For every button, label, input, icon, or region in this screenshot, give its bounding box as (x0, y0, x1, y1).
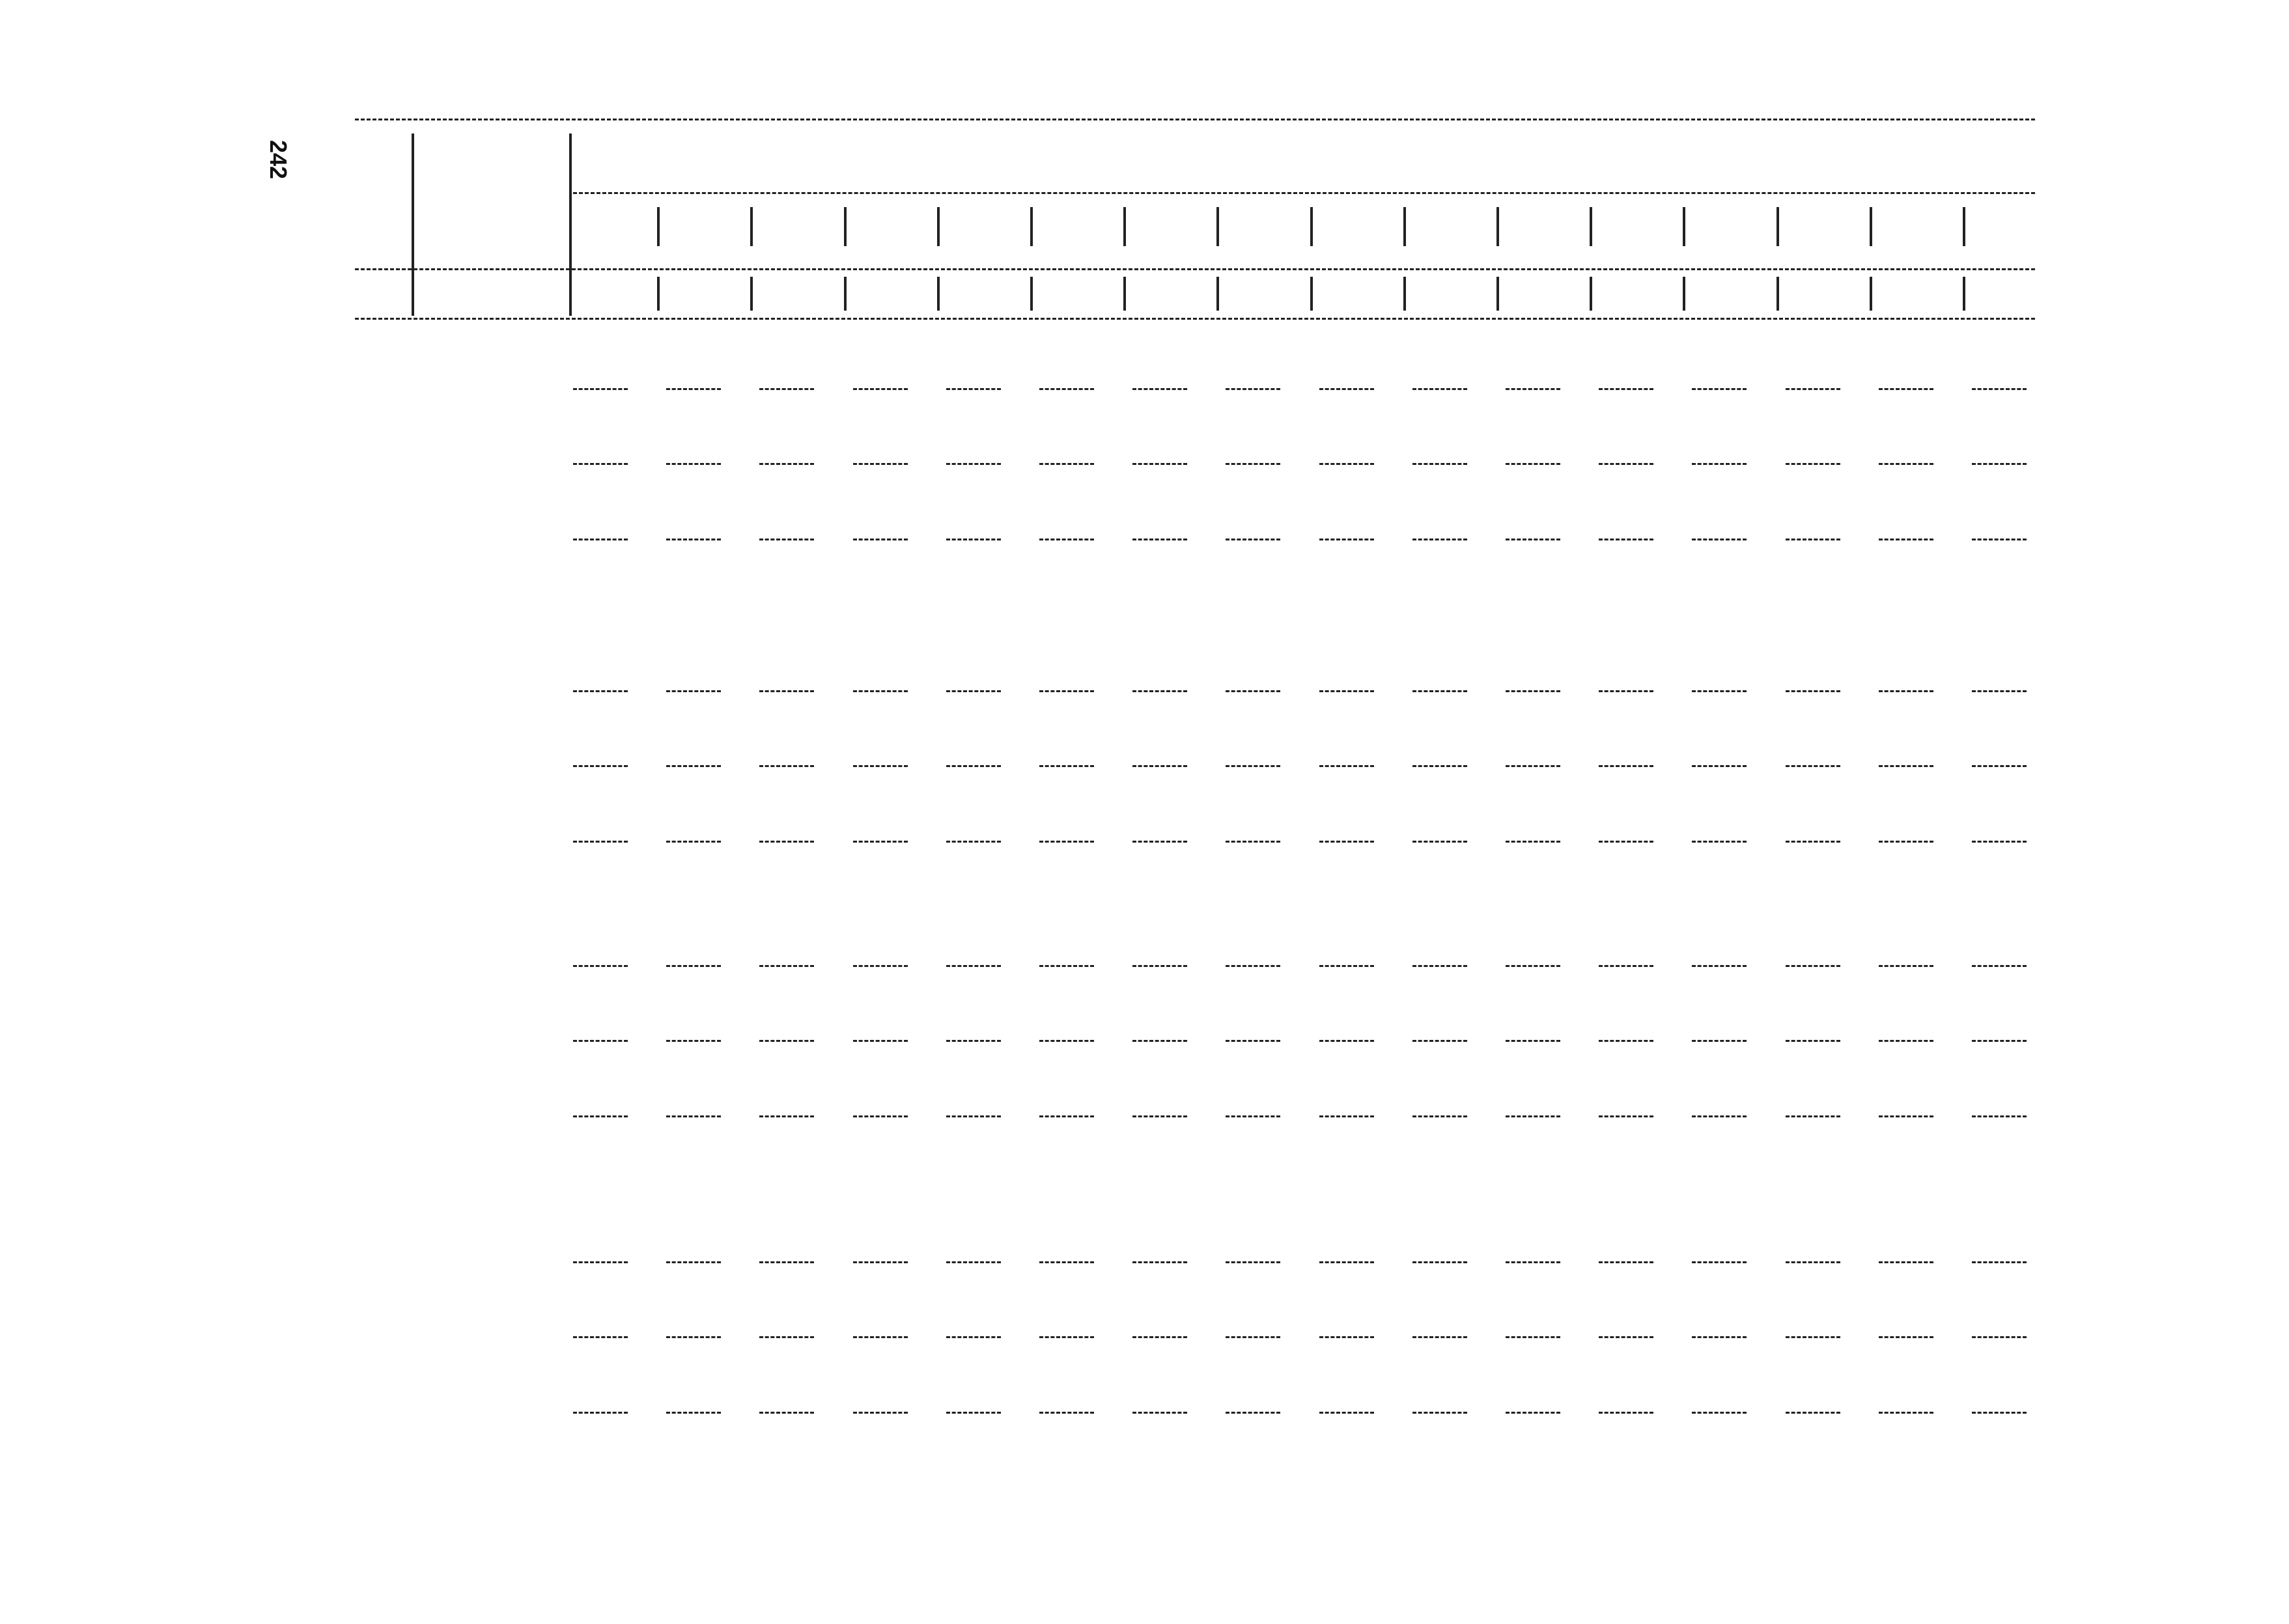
fraction-bar (573, 388, 628, 390)
column-separator (1123, 207, 1126, 246)
fraction-bar (1039, 539, 1094, 540)
fraction-bar (759, 1115, 814, 1117)
fraction-bar (1132, 539, 1187, 540)
fraction-bar (1319, 1261, 1374, 1263)
fraction-bar (1226, 388, 1280, 390)
fraction-bar (1786, 1261, 1840, 1263)
fraction-bar (946, 388, 1001, 390)
fraction-bar (1879, 1040, 1933, 1042)
column-separator (1216, 277, 1219, 311)
fraction-bar (1226, 1412, 1280, 1414)
fraction-bar (1786, 539, 1840, 540)
fraction-bar (1599, 388, 1653, 390)
fraction-bar (1599, 1115, 1653, 1117)
fraction-bar (1879, 1336, 1933, 1338)
fraction-bar (1506, 1115, 1560, 1117)
fraction-bar (1972, 1412, 2027, 1414)
fraction-bar (759, 765, 814, 767)
fraction-bar (946, 1261, 1001, 1263)
column-separator (937, 277, 940, 311)
column-separator (844, 207, 847, 246)
fraction-bar (946, 463, 1001, 465)
fraction-bar (1319, 539, 1374, 540)
fraction-bar (1786, 965, 1840, 967)
fraction-bar (666, 463, 721, 465)
fraction-bar (1412, 1115, 1467, 1117)
fraction-bar (946, 1040, 1001, 1042)
col-numbers-rule (355, 268, 2035, 270)
column-separator (1310, 277, 1313, 311)
fraction-bar (853, 765, 908, 767)
fraction-bar (853, 841, 908, 843)
fraction-bar (759, 1336, 814, 1338)
fraction-bar (1879, 1261, 1933, 1263)
fraction-bar (1226, 463, 1280, 465)
fraction-bar (1226, 965, 1280, 967)
fraction-bar (1506, 1336, 1560, 1338)
fraction-bar (1879, 841, 1933, 843)
fraction-bar (1039, 965, 1094, 967)
fraction-bar (1599, 690, 1653, 692)
fraction-bar (1412, 765, 1467, 767)
column-separator (1403, 277, 1406, 311)
fraction-bar (1879, 388, 1933, 390)
fraction-bar (666, 539, 721, 540)
fraction-bar (1506, 690, 1560, 692)
top-rule (355, 119, 2035, 120)
column-separator (1683, 207, 1685, 246)
fraction-bar (1786, 765, 1840, 767)
fraction-bar (1319, 388, 1374, 390)
fraction-bar (666, 1412, 721, 1414)
fraction-bar (1692, 1412, 1747, 1414)
fraction-bar (853, 1115, 908, 1117)
fraction-bar (1786, 1336, 1840, 1338)
fraction-bar (1692, 1115, 1747, 1117)
fraction-bar (1039, 388, 1094, 390)
fraction-bar (1132, 463, 1187, 465)
fraction-bar (1319, 1040, 1374, 1042)
fraction-bar (1692, 539, 1747, 540)
fraction-bar (1506, 463, 1560, 465)
fraction-bar (1972, 841, 2027, 843)
fraction-bar (1319, 690, 1374, 692)
fraction-bar (1506, 965, 1560, 967)
fraction-bar (1412, 463, 1467, 465)
fraction-bar (1039, 1412, 1094, 1414)
fraction-bar (1599, 1412, 1653, 1414)
fraction-bar (1319, 1336, 1374, 1338)
fraction-bar (946, 539, 1001, 540)
column-separator (569, 133, 572, 316)
fraction-bar (1599, 1261, 1653, 1263)
column-separator (1776, 277, 1779, 311)
fraction-bar (1039, 841, 1094, 843)
fraction-bar (759, 841, 814, 843)
fraction-bar (1412, 965, 1467, 967)
fraction-bar (1786, 1040, 1840, 1042)
fraction-bar (1692, 388, 1747, 390)
fraction-bar (1226, 841, 1280, 843)
fraction-bar (1506, 765, 1560, 767)
column-separator (1683, 277, 1685, 311)
fraction-bar (573, 1115, 628, 1117)
fraction-bar (1972, 690, 2027, 692)
fraction-bar (1039, 1261, 1094, 1263)
fraction-bar (853, 965, 908, 967)
fraction-bar (1506, 1261, 1560, 1263)
fraction-bar (853, 1412, 908, 1414)
fraction-bar (666, 690, 721, 692)
fraction-bar (1692, 1336, 1747, 1338)
fraction-bar (1972, 1336, 2027, 1338)
fraction-bar (573, 765, 628, 767)
fraction-bar (1132, 388, 1187, 390)
fraction-bar (1786, 690, 1840, 692)
fraction-bar (1599, 539, 1653, 540)
fraction-bar (1599, 463, 1653, 465)
fraction-bar (1599, 1336, 1653, 1338)
page-number: 242 (265, 140, 292, 180)
fraction-bar (1879, 463, 1933, 465)
fraction-bar (853, 463, 908, 465)
fraction-bar (1132, 965, 1187, 967)
fraction-bar (1692, 965, 1747, 967)
fraction-bar (1692, 690, 1747, 692)
fraction-bar (759, 1040, 814, 1042)
fraction-bar (666, 965, 721, 967)
fraction-bar (1879, 539, 1933, 540)
fraction-bar (1132, 1115, 1187, 1117)
fraction-bar (1786, 1115, 1840, 1117)
fraction-bar (1412, 1336, 1467, 1338)
column-separator (1496, 207, 1499, 246)
fraction-bar (1972, 1040, 2027, 1042)
fraction-bar (946, 965, 1001, 967)
fraction-bar (759, 539, 814, 540)
fraction-bar (1972, 539, 2027, 540)
column-separator (1123, 277, 1126, 311)
fraction-bar (1506, 1412, 1560, 1414)
fraction-bar (853, 1261, 908, 1263)
fraction-bar (1132, 841, 1187, 843)
fraction-bar (1972, 765, 2027, 767)
fraction-bar (853, 1040, 908, 1042)
fraction-bar (1132, 765, 1187, 767)
fraction-bar (1506, 388, 1560, 390)
column-separator (1590, 277, 1592, 311)
column-separator (1963, 277, 1965, 311)
fraction-bar (1786, 388, 1840, 390)
column-separator (657, 277, 660, 311)
fraction-bar (666, 1115, 721, 1117)
fraction-bar (1786, 1412, 1840, 1414)
fraction-bar (666, 1261, 721, 1263)
fraction-bar (1879, 965, 1933, 967)
fraction-bar (573, 1412, 628, 1414)
fraction-bar (1132, 690, 1187, 692)
fraction-bar (573, 539, 628, 540)
fraction-bar (759, 690, 814, 692)
column-separator (750, 207, 753, 246)
fraction-bar (1506, 841, 1560, 843)
fraction-bar (1412, 841, 1467, 843)
fraction-bar (1879, 1115, 1933, 1117)
fraction-bar (1226, 1040, 1280, 1042)
fraction-bar (946, 690, 1001, 692)
fraction-bar (1972, 388, 2027, 390)
fraction-bar (1972, 1115, 2027, 1117)
fraction-bar (853, 388, 908, 390)
fraction-bar (853, 1336, 908, 1338)
fraction-bar (1132, 1040, 1187, 1042)
fraction-bar (666, 765, 721, 767)
fraction-bar (1972, 1261, 2027, 1263)
fraction-bar (1692, 1040, 1747, 1042)
fraction-bar (1226, 539, 1280, 540)
fraction-bar (573, 463, 628, 465)
fraction-bar (1599, 841, 1653, 843)
fraction-bar (573, 1040, 628, 1042)
fraction-bar (1319, 765, 1374, 767)
fraction-bar (946, 1115, 1001, 1117)
fraction-bar (1599, 765, 1653, 767)
column-separator (1776, 207, 1779, 246)
fraction-bar (1319, 1412, 1374, 1414)
fraction-bar (1226, 1261, 1280, 1263)
fraction-bar (1226, 690, 1280, 692)
fraction-bar (946, 841, 1001, 843)
fraction-bar (946, 765, 1001, 767)
fraction-bar (1412, 1261, 1467, 1263)
fraction-bar (1879, 765, 1933, 767)
fraction-bar (1039, 463, 1094, 465)
fraction-bar (1879, 690, 1933, 692)
fraction-bar (1786, 463, 1840, 465)
column-separator (412, 133, 414, 316)
column-separator (1590, 207, 1592, 246)
fraction-bar (946, 1412, 1001, 1414)
districts-rule (573, 192, 2035, 194)
fraction-bar (573, 1336, 628, 1338)
fraction-bar (1039, 765, 1094, 767)
fraction-bar (1039, 690, 1094, 692)
fraction-bar (1412, 1412, 1467, 1414)
fraction-bar (1039, 1336, 1094, 1338)
fraction-bar (1226, 765, 1280, 767)
fraction-bar (1599, 965, 1653, 967)
fraction-bar (1972, 965, 2027, 967)
fraction-bar (853, 539, 908, 540)
column-separator (1030, 277, 1033, 311)
fraction-bar (666, 388, 721, 390)
fraction-bar (759, 463, 814, 465)
fraction-bar (759, 965, 814, 967)
fraction-bar (666, 841, 721, 843)
column-separator (1216, 207, 1219, 246)
fraction-bar (1132, 1336, 1187, 1338)
fraction-bar (1226, 1336, 1280, 1338)
fraction-bar (573, 690, 628, 692)
fraction-bar (1412, 690, 1467, 692)
column-separator (1963, 207, 1965, 246)
fraction-bar (1506, 1040, 1560, 1042)
column-separator (1870, 207, 1872, 246)
header-bottom-rule (355, 318, 2035, 320)
column-separator (844, 277, 847, 311)
fraction-bar (759, 1261, 814, 1263)
fraction-bar (1692, 765, 1747, 767)
fraction-bar (1226, 1115, 1280, 1117)
fraction-bar (1039, 1115, 1094, 1117)
fraction-bar (666, 1040, 721, 1042)
fraction-bar (1132, 1261, 1187, 1263)
fraction-bar (1412, 539, 1467, 540)
fraction-bar (1972, 463, 2027, 465)
fraction-bar (759, 1412, 814, 1414)
fraction-bar (1692, 1261, 1747, 1263)
fraction-bar (1692, 841, 1747, 843)
column-separator (657, 207, 660, 246)
fraction-bar (1319, 841, 1374, 843)
fraction-bar (1599, 1040, 1653, 1042)
column-separator (1403, 207, 1406, 246)
fraction-bar (1506, 539, 1560, 540)
fraction-bar (1039, 1040, 1094, 1042)
fraction-bar (1879, 1412, 1933, 1414)
fraction-bar (853, 690, 908, 692)
fraction-bar (759, 388, 814, 390)
fraction-bar (1319, 1115, 1374, 1117)
fraction-bar (1786, 841, 1840, 843)
fraction-bar (1412, 1040, 1467, 1042)
fraction-bar (573, 965, 628, 967)
fraction-bar (1319, 965, 1374, 967)
column-separator (1030, 207, 1033, 246)
fraction-bar (946, 1336, 1001, 1338)
column-separator (937, 207, 940, 246)
fraction-bar (1692, 463, 1747, 465)
fraction-bar (1412, 388, 1467, 390)
fraction-bar (1132, 1412, 1187, 1414)
column-separator (1496, 277, 1499, 311)
column-separator (750, 277, 753, 311)
fraction-bar (573, 1261, 628, 1263)
fraction-bar (666, 1336, 721, 1338)
column-separator (1870, 277, 1872, 311)
fraction-bar (573, 841, 628, 843)
fraction-bar (1319, 463, 1374, 465)
column-separator (1310, 207, 1313, 246)
